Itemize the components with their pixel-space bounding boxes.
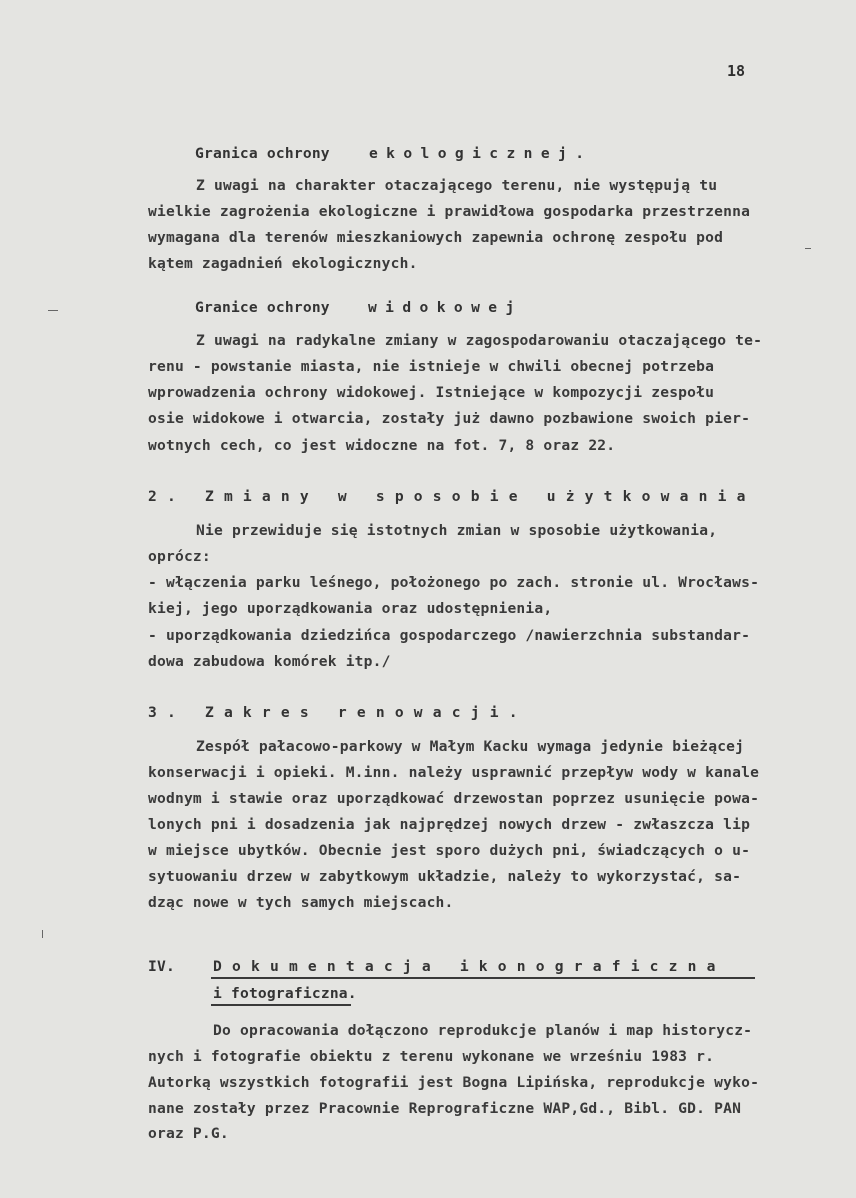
usage-line-4: kiej, jego uporządkowania oraz udostępnienia, bbox=[148, 600, 553, 617]
ecological-heading-part-b: ekologicznej. bbox=[369, 145, 593, 162]
documentation-numeral: IV. bbox=[148, 958, 175, 975]
renovation-line-2: konserwacji i opieki. M.inn. należy usprawnić przepływ wody w kanale bbox=[148, 764, 760, 781]
usage-line-1: Nie przewiduje się istotnych zmian w sposobie użytkowania, bbox=[196, 522, 718, 539]
visual-line-3: wprowadzenia ochrony widokowej. Istniejące w kompozycji zespołu bbox=[148, 384, 715, 401]
documentation-heading-underline-2 bbox=[211, 1004, 351, 1006]
ecological-line-4: kątem zagadnień ekologicznych. bbox=[148, 255, 418, 272]
usage-line-6: dowa zabudowa komórek itp./ bbox=[148, 653, 391, 670]
documentation-heading-line-2: i fotograficzna. bbox=[213, 985, 357, 1002]
visual-heading-part-a: Granice ochrony bbox=[195, 299, 330, 316]
renovation-line-3: wodnym i stawie oraz uporządkować drzewostan poprzez usunięcie powa- bbox=[148, 790, 760, 807]
ecological-line-1: Z uwagi na charakter otaczającego terenu, nie występują tu bbox=[196, 177, 718, 194]
visual-heading-part-b: widokowej bbox=[368, 299, 523, 316]
ecological-line-2: wielkie zagrożenia ekologiczne i prawidłowa gospodarka przestrzenna bbox=[148, 203, 751, 220]
documentation-line-4: nane zostały przez Pracownie Reprograficzne WAP,Gd., Bibl. GD. PAN bbox=[148, 1100, 742, 1117]
visual-line-4: osie widokowe i otwarcia, zostały już dawno pozbawione swoich pier- bbox=[148, 410, 751, 427]
documentation-heading-underline-1 bbox=[211, 977, 755, 979]
ecological-line-3: wymagana dla terenów mieszkaniowych zapewnia ochronę zespołu pod bbox=[148, 229, 724, 246]
usage-heading: 2. Zmiany w sposobie użytkowania bbox=[148, 488, 756, 505]
documentation-line-5: oraz P.G. bbox=[148, 1125, 229, 1142]
margin-mark bbox=[805, 248, 811, 249]
margin-mark bbox=[48, 310, 58, 311]
usage-line-3: - włączenia parku leśnego, położonego po zach. stronie ul. Wrocławs- bbox=[148, 574, 760, 591]
renovation-heading: 3. Zakres renowacji. bbox=[148, 704, 528, 721]
visual-line-5: wotnych cech, co jest widoczne na fot. 7, 8 oraz 22. bbox=[148, 437, 616, 454]
usage-line-5: - uporządkowania dziedzińca gospodarczego /nawierzchnia substandar- bbox=[148, 627, 751, 644]
documentation-line-1: Do opracowania dołączono reprodukcje planów i map historycz- bbox=[213, 1022, 753, 1039]
page-number: 18 bbox=[727, 62, 746, 80]
renovation-line-1: Zespół pałacowo-parkowy w Małym Kacku wymaga jedynie bieżącej bbox=[196, 738, 745, 755]
documentation-heading-line-1: Dokumentacja ikonograficzna bbox=[213, 958, 726, 975]
renovation-line-4: lonych pni i dosadzenia jak najprędzej nowych drzew - zwłaszcza lip bbox=[148, 816, 751, 833]
ecological-heading-part-a: Granica ochrony bbox=[195, 145, 330, 162]
documentation-line-3: Autorką wszystkich fotografii jest Bogna Lipińska, reprodukcje wyko- bbox=[148, 1074, 760, 1091]
margin-mark bbox=[42, 930, 43, 938]
visual-line-2: renu - powstanie miasta, nie istnieje w chwili obecnej potrzeba bbox=[148, 358, 715, 375]
visual-line-1: Z uwagi na radykalne zmiany w zagospodarowaniu otaczającego te- bbox=[196, 332, 763, 349]
renovation-line-6: sytuowaniu drzew w zabytkowym układzie, należy to wykorzystać, sa- bbox=[148, 868, 742, 885]
renovation-line-7: dząc nowe w tych samych miejscach. bbox=[148, 894, 454, 911]
usage-line-2: oprócz: bbox=[148, 548, 211, 565]
documentation-line-2: nych i fotografie obiektu z terenu wykonane we wrześniu 1983 r. bbox=[148, 1048, 715, 1065]
renovation-line-5: w miejsce ubytków. Obecnie jest sporo dużych pni, świadczących o u- bbox=[148, 842, 751, 859]
